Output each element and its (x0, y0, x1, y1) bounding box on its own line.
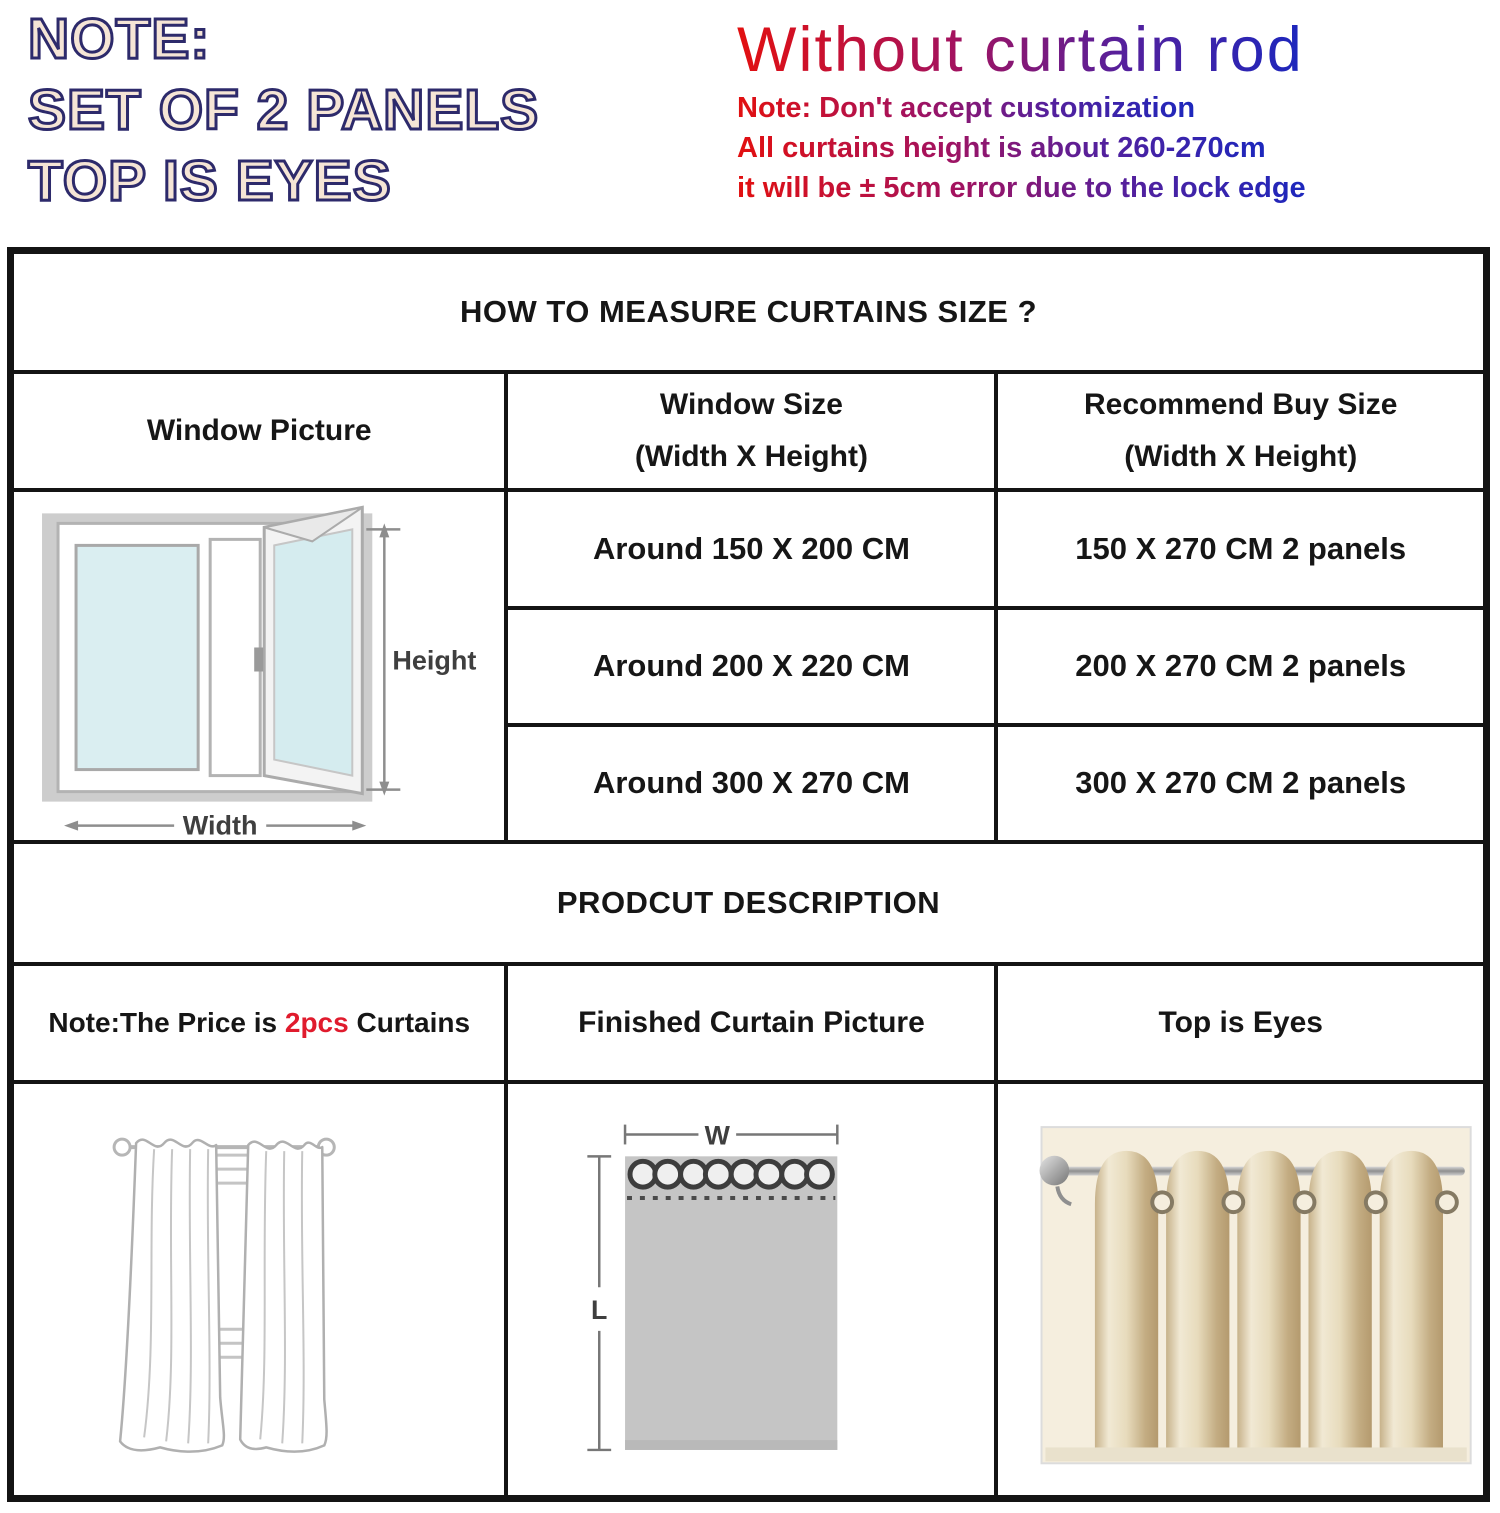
subtitle-line-3: it will be ± 5cm error due to the lock edge (737, 168, 1306, 208)
window-size-row-1: Around 150 X 200 CM (506, 490, 996, 608)
window-handle (254, 647, 263, 671)
measure-table (7, 247, 1490, 1502)
note-line-1: NOTE: (28, 7, 211, 71)
subtitle-line-1: Note: Don't accept customization (737, 88, 1195, 128)
buy-size-row-3: 300 X 270 CM 2 panels (996, 725, 1486, 842)
window-diagram (14, 492, 504, 840)
w-dimension (625, 1124, 837, 1144)
rod-notice-block (737, 12, 1306, 208)
note-line-2: SET OF 2 PANELS (28, 78, 540, 142)
photo-finial (1040, 1155, 1070, 1185)
table-title: HOW TO MEASURE CURTAINS SIZE ? (11, 251, 1487, 372)
panel-hem (625, 1440, 837, 1450)
curtain-sketch-cell (11, 1082, 507, 1499)
curtain-sketch (14, 1084, 504, 1496)
photo-folds (1095, 1150, 1443, 1457)
subtitle-line-2: All curtains height is about 260-270cm (737, 128, 1266, 168)
grommet-diagram (508, 1084, 994, 1496)
window-picture-cell (11, 490, 507, 842)
panel-note-block (28, 4, 539, 217)
top-is-eyes-cell (996, 1082, 1486, 1499)
buy-size-row-1: 150 X 270 CM 2 panels (996, 490, 1486, 608)
height-label: Height (392, 645, 477, 676)
sketch-finial-left (114, 1139, 130, 1155)
col-header-window-picture: Window Picture (11, 372, 507, 490)
curtain-photo (998, 1084, 1483, 1496)
price-note-cell: Note:The Price is 2pcs Curtains (11, 964, 507, 1082)
l-label: L (591, 1294, 608, 1325)
window-left-glass (76, 545, 198, 769)
window-size-row-3: Around 300 X 270 CM (506, 725, 996, 842)
finished-curtain-cell (506, 1082, 996, 1499)
panel-body (625, 1156, 837, 1450)
price-highlight: 2pcs (284, 1006, 349, 1038)
w-label: W (705, 1119, 731, 1150)
top-is-eyes-header: Top is Eyes (996, 964, 1486, 1082)
photo-hem-shadow (1046, 1447, 1467, 1461)
finished-picture-header: Finished Curtain Picture (506, 964, 996, 1082)
section-title: PRODCUT DESCRIPTION (11, 842, 1487, 964)
col-header-buy-size: Recommend Buy Size (Width X Height) (996, 372, 1486, 490)
col-header-window-size: Window Size (Width X Height) (506, 372, 996, 490)
page-title: Without curtain rod (737, 12, 1304, 88)
window-open-slot (210, 539, 260, 775)
buy-size-row-2: 200 X 270 CM 2 panels (996, 608, 1486, 725)
window-size-row-2: Around 200 X 220 CM (506, 608, 996, 725)
width-label: Width (182, 810, 258, 840)
note-line-3: TOP IS EYES (28, 149, 392, 213)
open-sash-glass (274, 529, 352, 775)
